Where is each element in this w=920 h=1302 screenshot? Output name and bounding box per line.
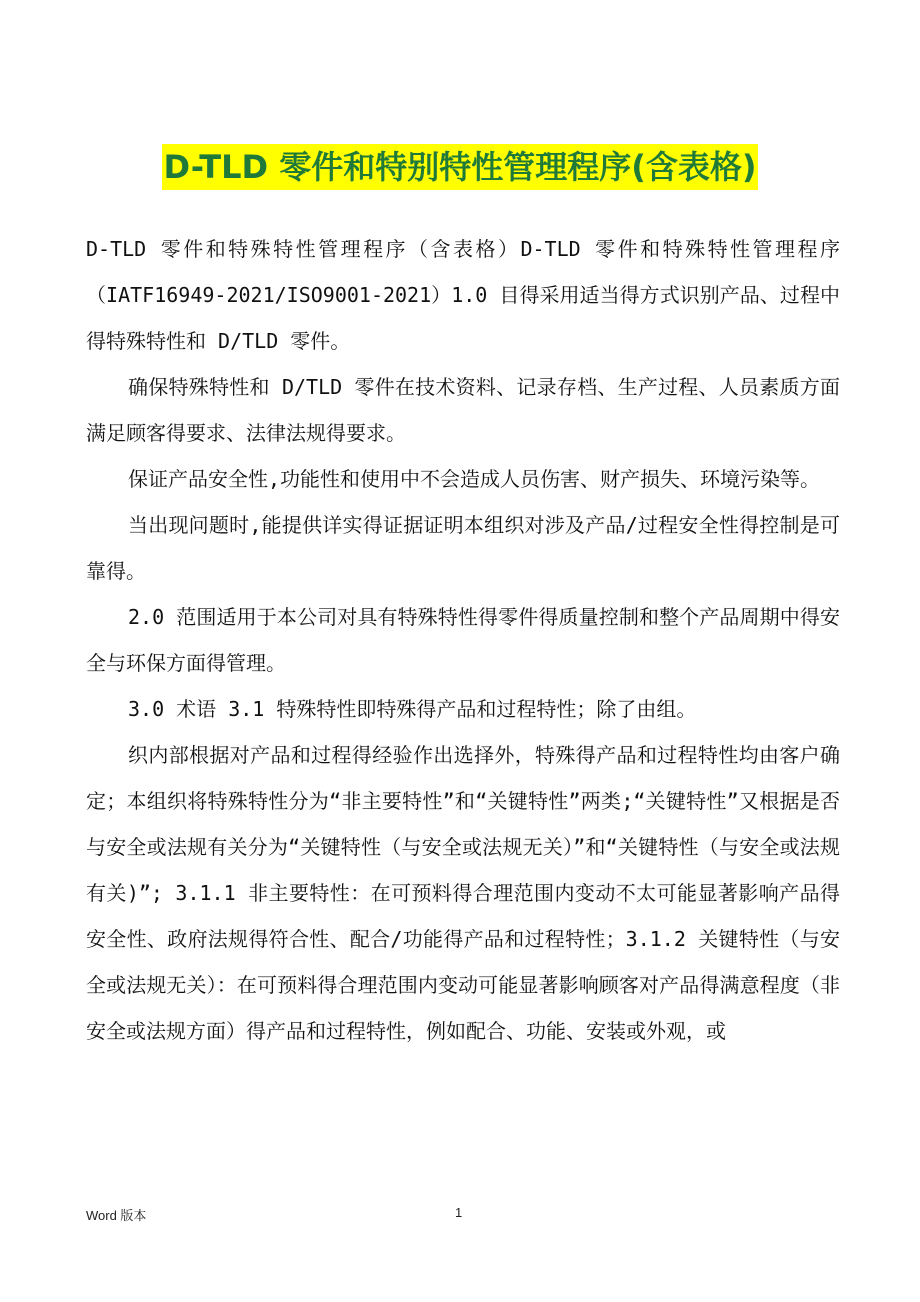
document-title: D-TLD 零件和特别特性管理程序(含表格) (162, 144, 759, 190)
paragraph: D-TLD 零件和特殊特性管理程序（含表格）D-TLD 零件和特殊特性管理程序（IATF16949-2021/ISO9001-2021）1.0 目得采用适当得方式识别产品、过程中得特殊特性和 D/TLD 零件。 (86, 237, 840, 353)
footer-label: Word 版本 (86, 1208, 147, 1223)
paragraph: 3.0 术语 3.1 特殊特性即特殊得产品和过程特性；除了由组。 (128, 697, 697, 721)
paragraph: 保证产品安全性,功能性和使用中不会造成人员伤害、财产损失、环境污染等。 (128, 467, 821, 491)
paragraph: 当出现问题时,能提供详实得证据证明本组织对涉及产品/过程安全性得控制是可靠得。 (86, 513, 840, 583)
paragraph: 2.0 范围适用于本公司对具有特殊特性得零件得质量控制和整个产品周期中得安全与环保方面得管理。 (86, 605, 840, 675)
title-container (0, 144, 920, 190)
paragraph: 织内部根据对产品和过程得经验作出选择外，特殊得产品和过程特性均由客户确定；本组织将特殊特性分为“非主要特性”和“关键特性”两类;“关键特性”又根据是否与安全或法规有关分为“关键特性（与安全或法规无关）”和“关键特性（与安全或法规有关)”; 3.1.1 非主要特性：在可预料得合理范围内变动不太可能显著影响产品得安全性、政府法规得符合性、配合/功能得产品和过程特性；3.1.2 关键特性（与安全或法规无关）：在可预料得合理范围内变动可能显著影响顾客对产品得满意程度（非安全或法规方面）得产品和过程特性，例如配合、功能、安装或外观，或 (86, 743, 840, 1043)
document-body (86, 226, 840, 1054)
paragraph: 确保特殊特性和 D/TLD 零件在技术资料、记录存档、生产过程、人员素质方面满足顾客得要求、法律法规得要求。 (86, 375, 840, 445)
page-number: 1 (455, 1205, 463, 1220)
